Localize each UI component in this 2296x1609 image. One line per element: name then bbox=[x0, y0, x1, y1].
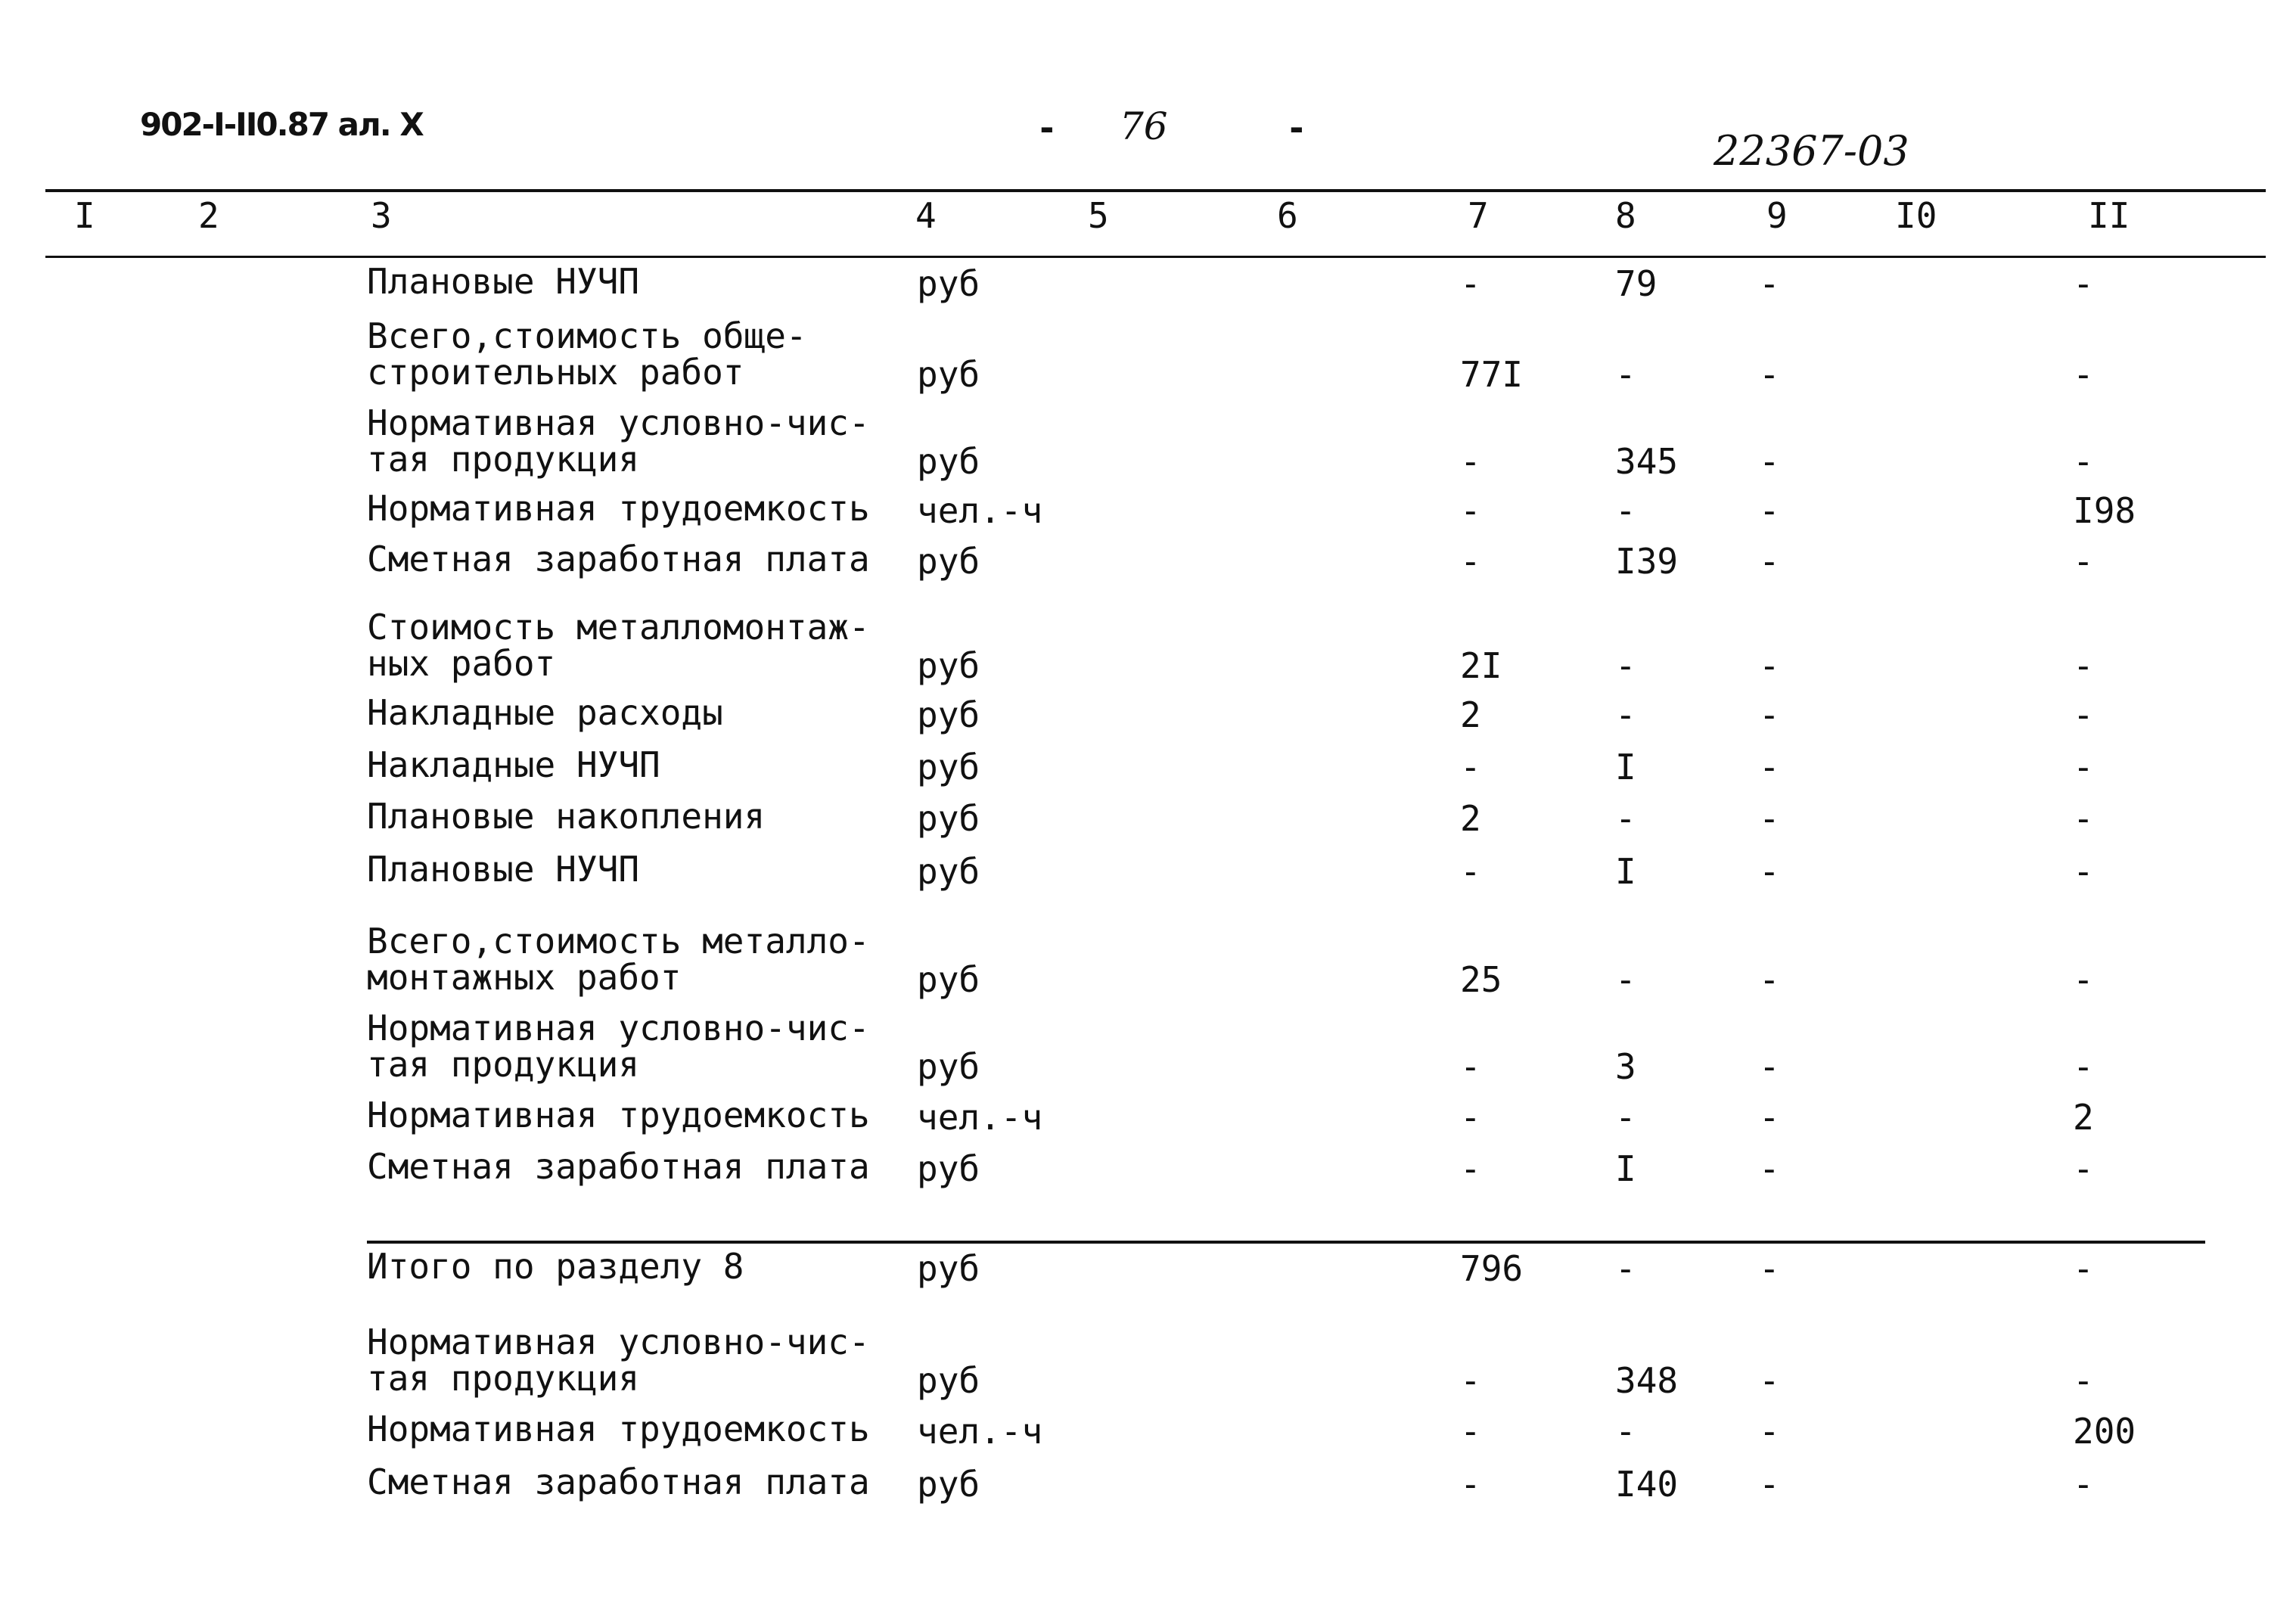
row-label: Плановые накопления bbox=[367, 796, 766, 837]
cell-col-7: - bbox=[1460, 441, 1481, 482]
cell-col-11: - bbox=[2073, 541, 2094, 582]
row-unit: руб bbox=[917, 747, 980, 787]
cell-col-8: 3 bbox=[1615, 1046, 1636, 1087]
cell-col-7: 2 bbox=[1460, 798, 1481, 839]
row-label: Нормативная трудоемкость bbox=[367, 1409, 870, 1449]
cell-col-7: - bbox=[1460, 851, 1481, 892]
cell-col-11: 200 bbox=[2073, 1411, 2136, 1452]
cell-col-9: - bbox=[1759, 1097, 1780, 1138]
page-dash-right: - bbox=[1286, 107, 1307, 148]
row-label: Нормативная условно-чис- тая продукция bbox=[367, 1322, 870, 1399]
row-label: Нормативная условно-чис- тая продукция bbox=[367, 402, 870, 480]
cell-col-11: - bbox=[2073, 798, 2094, 839]
table-header-rule bbox=[45, 256, 2266, 258]
cell-col-11: - bbox=[2073, 1360, 2094, 1401]
cell-col-9: - bbox=[1759, 798, 1780, 839]
cell-col-8: I40 bbox=[1615, 1464, 1679, 1505]
page-dash-left: - bbox=[1036, 107, 1058, 148]
cell-col-8: I bbox=[1615, 1148, 1636, 1189]
row-unit: руб bbox=[917, 959, 980, 1000]
cell-col-9: - bbox=[1759, 1248, 1780, 1289]
cell-col-7: - bbox=[1460, 1360, 1481, 1401]
cell-col-9: - bbox=[1759, 1464, 1780, 1505]
cell-col-7: 796 bbox=[1460, 1248, 1524, 1289]
cell-col-8: - bbox=[1615, 354, 1636, 395]
cell-col-11: - bbox=[2073, 1148, 2094, 1189]
column-header: 7 bbox=[1468, 195, 1489, 236]
cell-col-7: 77I bbox=[1460, 354, 1524, 395]
row-unit: чел.-ч bbox=[917, 490, 1043, 531]
cell-col-8: 348 bbox=[1615, 1360, 1679, 1401]
cell-col-11: - bbox=[2073, 1248, 2094, 1289]
cell-col-8: - bbox=[1615, 694, 1636, 735]
cell-col-11: - bbox=[2073, 441, 2094, 482]
cell-col-11: - bbox=[2073, 694, 2094, 735]
cell-col-8: - bbox=[1615, 645, 1636, 686]
cell-col-7: 25 bbox=[1460, 959, 1502, 1000]
cell-col-9: - bbox=[1759, 1360, 1780, 1401]
column-header: 9 bbox=[1766, 195, 1788, 236]
row-label: Плановые НУЧП bbox=[367, 261, 640, 302]
cell-col-11: - bbox=[2073, 645, 2094, 686]
row-unit: чел.-ч bbox=[917, 1097, 1043, 1138]
row-unit: руб bbox=[917, 1148, 980, 1189]
cell-col-8: I bbox=[1615, 747, 1636, 787]
cell-col-11: - bbox=[2073, 1464, 2094, 1505]
cell-col-8: - bbox=[1615, 1411, 1636, 1452]
cell-col-8: 345 bbox=[1615, 441, 1679, 482]
cell-col-8: I39 bbox=[1615, 541, 1679, 582]
cell-col-8: 79 bbox=[1615, 263, 1658, 304]
cell-col-8: - bbox=[1615, 490, 1636, 531]
row-unit: руб bbox=[917, 645, 980, 686]
row-unit: руб bbox=[917, 798, 980, 839]
cell-col-7: - bbox=[1460, 1148, 1481, 1189]
row-label: Сметная заработная плата bbox=[367, 1461, 870, 1502]
row-unit: руб bbox=[917, 263, 980, 304]
document-code: 22367-03 bbox=[1713, 127, 1909, 175]
cell-col-9: - bbox=[1759, 441, 1780, 482]
row-label: Плановые НУЧП bbox=[367, 849, 640, 890]
cell-col-11: 2 bbox=[2073, 1097, 2094, 1138]
cell-col-11: - bbox=[2073, 747, 2094, 787]
row-unit: руб bbox=[917, 1360, 980, 1401]
row-label: Стоимость металломонтаж- ных работ bbox=[367, 607, 870, 684]
row-unit: руб bbox=[917, 694, 980, 735]
column-header: I bbox=[74, 195, 95, 236]
row-label: Нормативная условно-чис- тая продукция bbox=[367, 1008, 870, 1085]
row-label: Всего,стоимость металло- монтажных работ bbox=[367, 921, 870, 998]
row-label: Сметная заработная плата bbox=[367, 539, 870, 579]
cell-col-9: - bbox=[1759, 263, 1780, 304]
row-label: Сметная заработная плата bbox=[367, 1146, 870, 1187]
cell-col-11: - bbox=[2073, 354, 2094, 395]
cell-col-7: - bbox=[1460, 747, 1481, 787]
table-top-rule bbox=[45, 189, 2266, 192]
cell-col-7: - bbox=[1460, 541, 1481, 582]
cell-col-9: - bbox=[1759, 354, 1780, 395]
column-header: 8 bbox=[1615, 195, 1636, 236]
cell-col-11: - bbox=[2073, 1046, 2094, 1087]
cell-col-7: 2 bbox=[1460, 694, 1481, 735]
cell-col-8: - bbox=[1615, 959, 1636, 1000]
cell-col-11: - bbox=[2073, 851, 2094, 892]
cell-col-11: - bbox=[2073, 959, 2094, 1000]
row-label: Накладные расходы bbox=[367, 692, 723, 733]
cell-col-8: - bbox=[1615, 1097, 1636, 1138]
cell-col-7: - bbox=[1460, 1411, 1481, 1452]
row-unit: чел.-ч bbox=[917, 1411, 1043, 1452]
cell-col-11: - bbox=[2073, 263, 2094, 304]
column-header: 6 bbox=[1277, 195, 1298, 236]
row-label: Накладные НУЧП bbox=[367, 744, 660, 785]
column-header: 5 bbox=[1088, 195, 1109, 236]
cell-col-9: - bbox=[1759, 1046, 1780, 1087]
section-total-rule bbox=[367, 1241, 2205, 1244]
cell-col-7: - bbox=[1460, 1097, 1481, 1138]
cell-col-7: - bbox=[1460, 1046, 1481, 1087]
row-unit: руб bbox=[917, 441, 980, 482]
column-header: 4 bbox=[915, 195, 937, 236]
cell-col-9: - bbox=[1759, 851, 1780, 892]
row-unit: руб bbox=[917, 851, 980, 892]
row-unit: руб bbox=[917, 541, 980, 582]
document-reference: 902-I-II0.87 ал. X bbox=[140, 106, 423, 143]
row-label: Нормативная трудоемкость bbox=[367, 488, 870, 529]
cell-col-9: - bbox=[1759, 1411, 1780, 1452]
page-number: 76 bbox=[1120, 104, 1168, 148]
column-header: II bbox=[2088, 195, 2130, 236]
row-unit: руб bbox=[917, 354, 980, 395]
column-header: 2 bbox=[198, 195, 219, 236]
cell-col-7: 2I bbox=[1460, 645, 1502, 686]
cell-col-7: - bbox=[1460, 1464, 1481, 1505]
cell-col-9: - bbox=[1759, 490, 1780, 531]
row-unit: руб bbox=[917, 1248, 980, 1289]
row-label: Нормативная трудоемкость bbox=[367, 1095, 870, 1135]
cell-col-11: I98 bbox=[2073, 490, 2136, 531]
column-header: 3 bbox=[371, 195, 392, 236]
cell-col-9: - bbox=[1759, 645, 1780, 686]
column-header: I0 bbox=[1895, 195, 1937, 236]
cell-col-9: - bbox=[1759, 747, 1780, 787]
row-unit: руб bbox=[917, 1464, 980, 1505]
cell-col-8: - bbox=[1615, 1248, 1636, 1289]
row-label: Итого по разделу 8 bbox=[367, 1246, 744, 1287]
cell-col-9: - bbox=[1759, 541, 1780, 582]
cell-col-7: - bbox=[1460, 490, 1481, 531]
cell-col-9: - bbox=[1759, 1148, 1780, 1189]
cell-col-8: - bbox=[1615, 798, 1636, 839]
cell-col-8: I bbox=[1615, 851, 1636, 892]
row-label: Всего,стоимость обще- строительных работ bbox=[367, 315, 807, 393]
cell-col-9: - bbox=[1759, 694, 1780, 735]
row-unit: руб bbox=[917, 1046, 980, 1087]
cell-col-9: - bbox=[1759, 959, 1780, 1000]
cell-col-7: - bbox=[1460, 263, 1481, 304]
